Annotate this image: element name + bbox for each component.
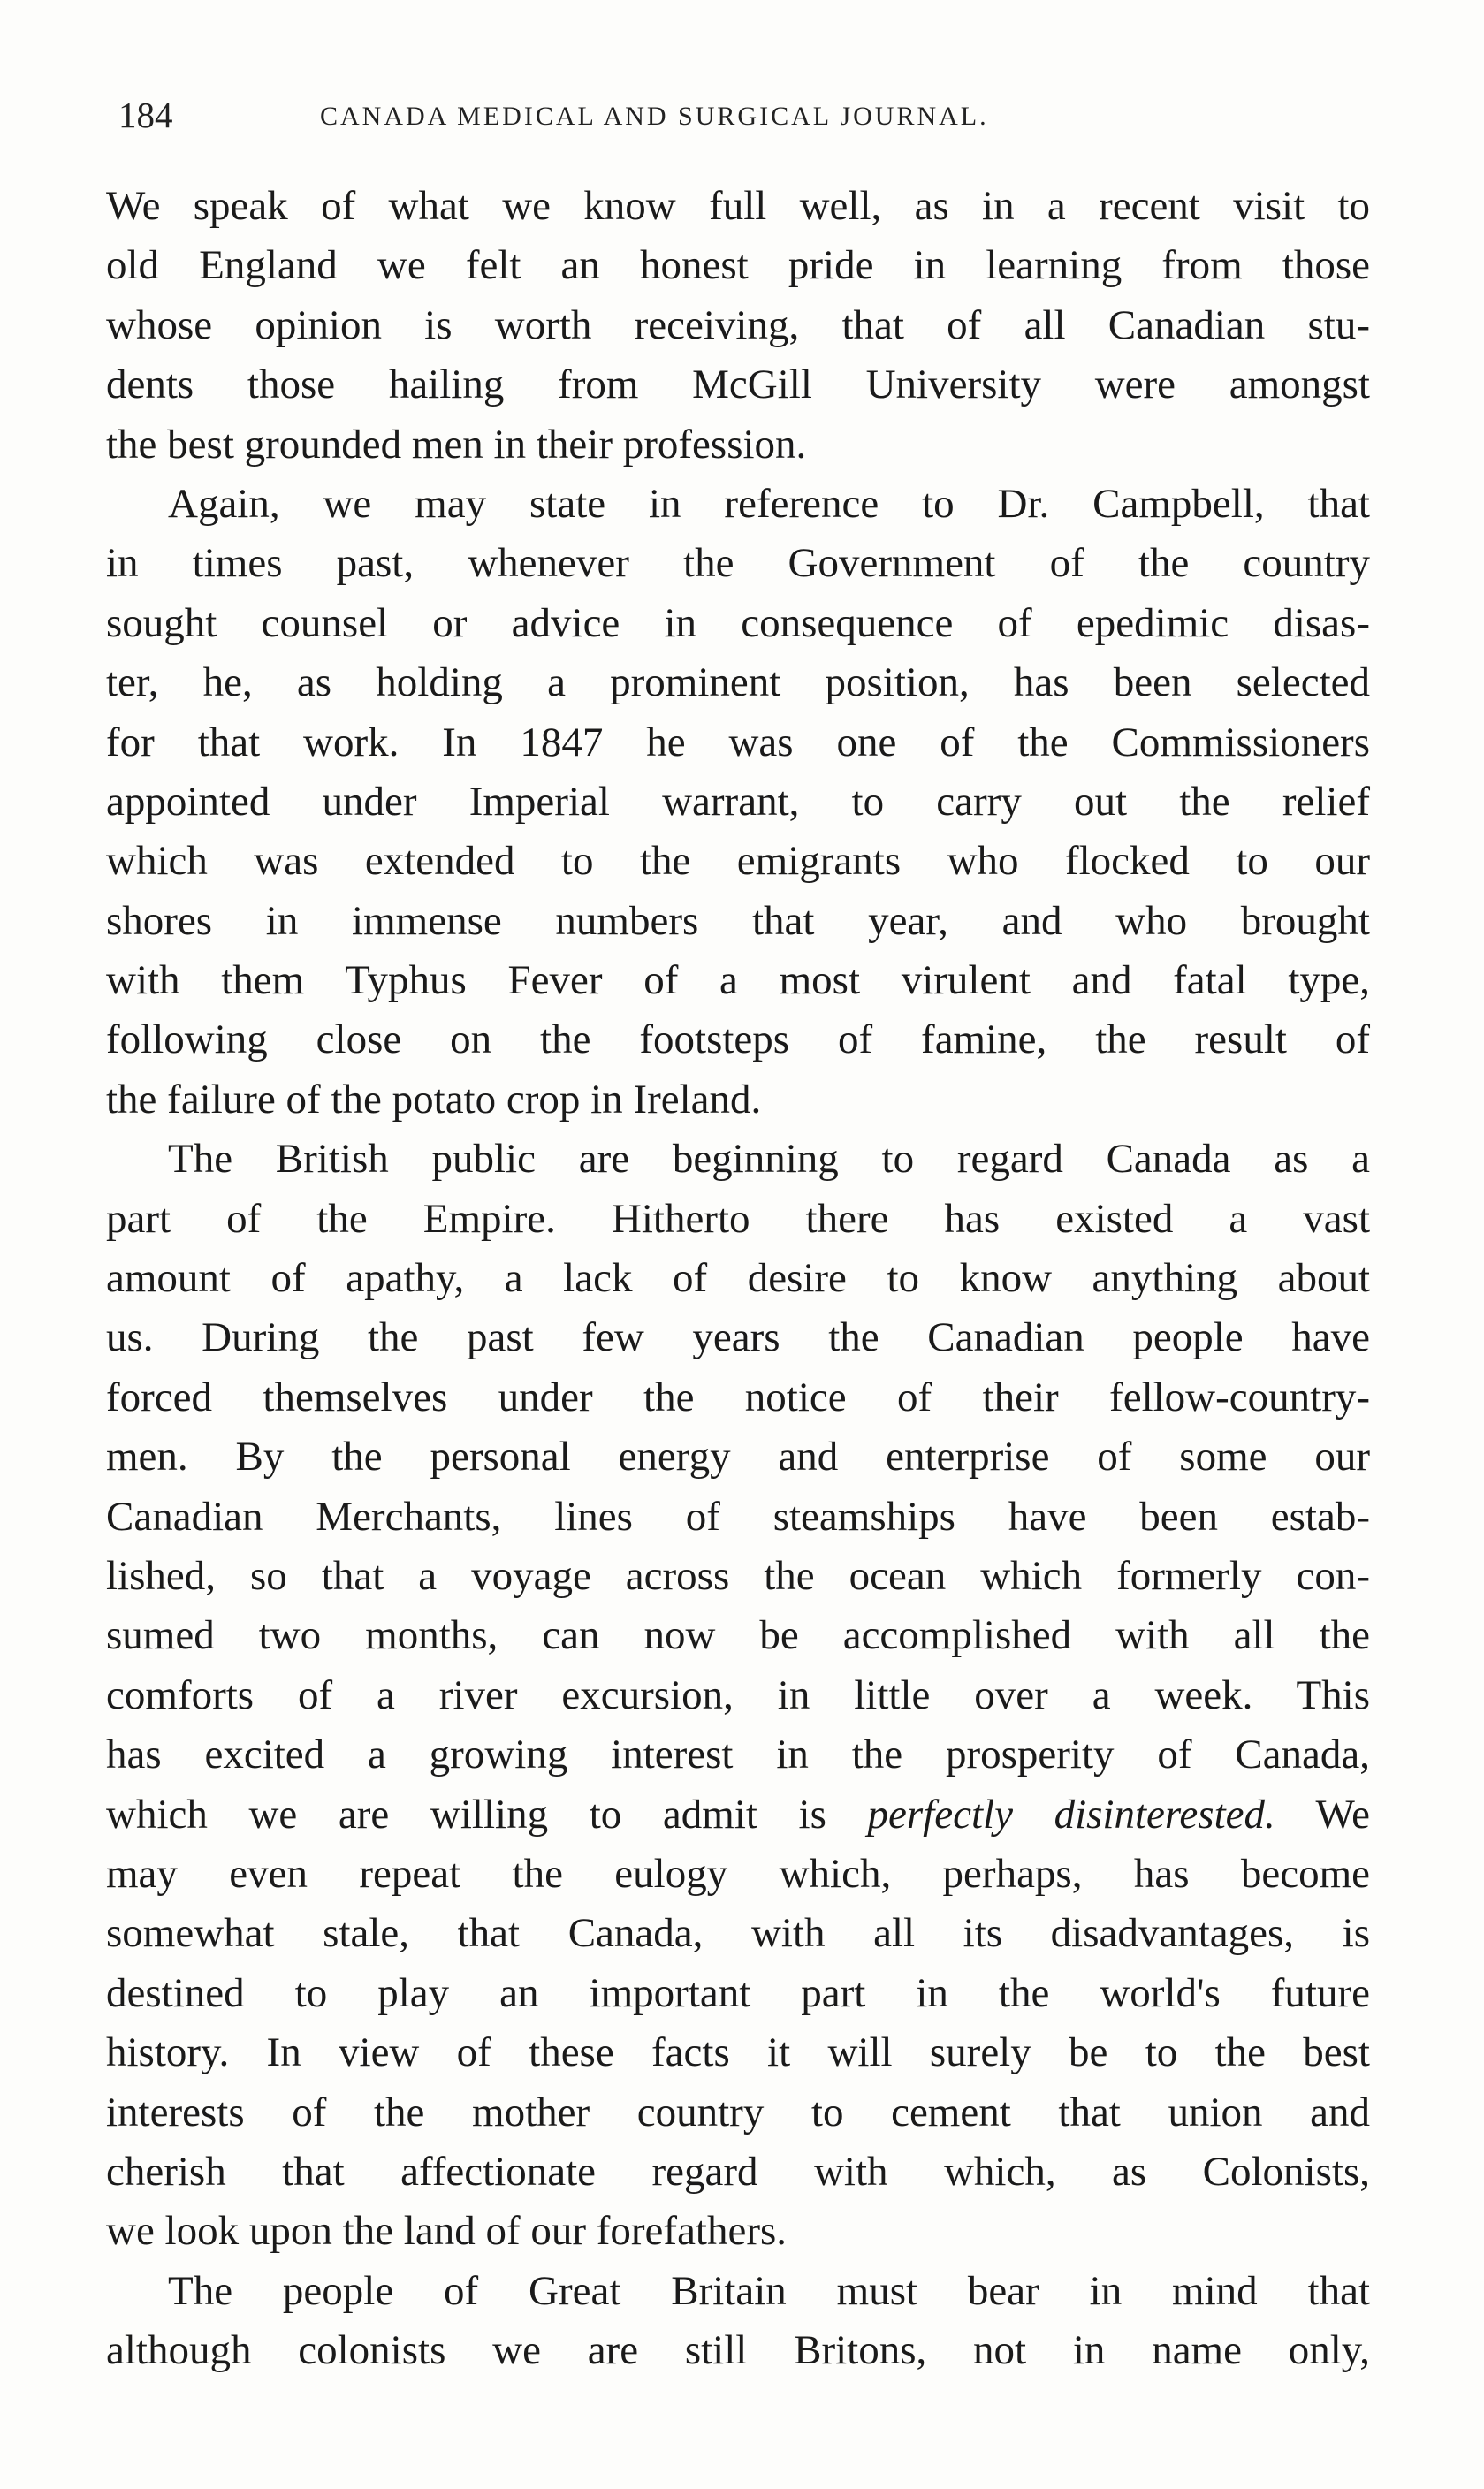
text-line: which was extended to the emigrants who flocked to our bbox=[106, 838, 1370, 885]
text-line: may even repeat the eulogy which, perhaps, has become bbox=[106, 1850, 1370, 1897]
text-line: comforts of a river excursion, in little over a week. This bbox=[106, 1671, 1370, 1718]
text-line-with-emphasis bbox=[106, 1785, 1370, 1845]
text-line: has excited a growing interest in the prosperity of Canada, bbox=[106, 1732, 1370, 1778]
journal-title: CANADA MEDICAL AND SURGICAL JOURNAL. bbox=[320, 102, 989, 131]
text-line: part of the Empire. Hitherto there has existed a vast bbox=[106, 1195, 1370, 1242]
text-line: men. By the personal energy and enterprise of some our bbox=[106, 1434, 1370, 1480]
running-head bbox=[118, 88, 1374, 141]
text-line: with them Typhus Fever of a most virulent and fatal type, bbox=[106, 957, 1370, 1004]
text-line: The British public are beginning to regard Canada as a bbox=[168, 1136, 1370, 1183]
text-line: lished, so that a voyage across the ocean which formerly con- bbox=[106, 1552, 1370, 1599]
text-line: somewhat stale, that Canada, with all its disadvantages, is bbox=[106, 1910, 1370, 1957]
text-line: following close on the footsteps of famine, the result of bbox=[106, 1016, 1370, 1063]
text-line: for that work. In 1847 he was one of the Commissioners bbox=[106, 719, 1370, 765]
text-line: whose opinion is worth receiving, that of all Canadian stu- bbox=[106, 301, 1370, 348]
text-line: destined to play an important part in the world's future bbox=[106, 1969, 1370, 2016]
line-segment: We bbox=[1275, 1791, 1370, 1838]
text-line: forced themselves under the notice of their fellow-country- bbox=[106, 1374, 1370, 1420]
text-line: sumed two months, can now be accomplished with all the bbox=[106, 1612, 1370, 1659]
text-line: cherish that affectionate regard with which, as Colonists, bbox=[106, 2148, 1370, 2195]
text-line: amount of apathy, a lack of desire to know anything about bbox=[106, 1255, 1370, 1302]
text-line: dents those hailing from McGill University were amongst bbox=[106, 362, 1370, 408]
text-line: the best grounded men in their profession. bbox=[106, 421, 807, 468]
text-line: although colonists we are still Britons, not in name only, bbox=[106, 2327, 1370, 2374]
text-line: ter, he, as holding a prominent position, has been selected bbox=[106, 659, 1370, 706]
text-line: we look upon the land of our forefathers. bbox=[106, 2208, 788, 2255]
text-line: Again, we may state in reference to Dr. Campbell, that bbox=[168, 480, 1370, 527]
text-line: old England we felt an honest pride in learning from those bbox=[106, 242, 1370, 289]
text-line: Canadian Merchants, lines of steamships have been estab- bbox=[106, 1493, 1370, 1540]
emphasized-phrase: perfectly disinterested. bbox=[867, 1791, 1275, 1838]
text-line: We speak of what we know full well, as in a recent visit to bbox=[106, 183, 1370, 229]
text-line: us. During the past few years the Canadian people have bbox=[106, 1314, 1370, 1361]
text-line: in times past, whenever the Government of the country bbox=[106, 540, 1370, 587]
text-line: sought counsel or advice in consequence of epedimic disas- bbox=[106, 599, 1370, 646]
text-line: the failure of the potato crop in Ireland. bbox=[106, 1076, 762, 1123]
body-text bbox=[106, 177, 1370, 2380]
text-line: appointed under Imperial warrant, to carry out the relief bbox=[106, 778, 1370, 825]
page-number: 184 bbox=[118, 95, 173, 135]
text-line: interests of the mother country to cement that union and bbox=[106, 2089, 1370, 2135]
text-line: The people of Great Britain must bear in mind that bbox=[168, 2267, 1370, 2314]
line-segment: which we are willing to admit is bbox=[106, 1791, 868, 1838]
text-line: history. In view of these facts it will surely be to the best bbox=[106, 2029, 1370, 2076]
text-line: shores in immense numbers that year, and who brought bbox=[106, 897, 1370, 944]
